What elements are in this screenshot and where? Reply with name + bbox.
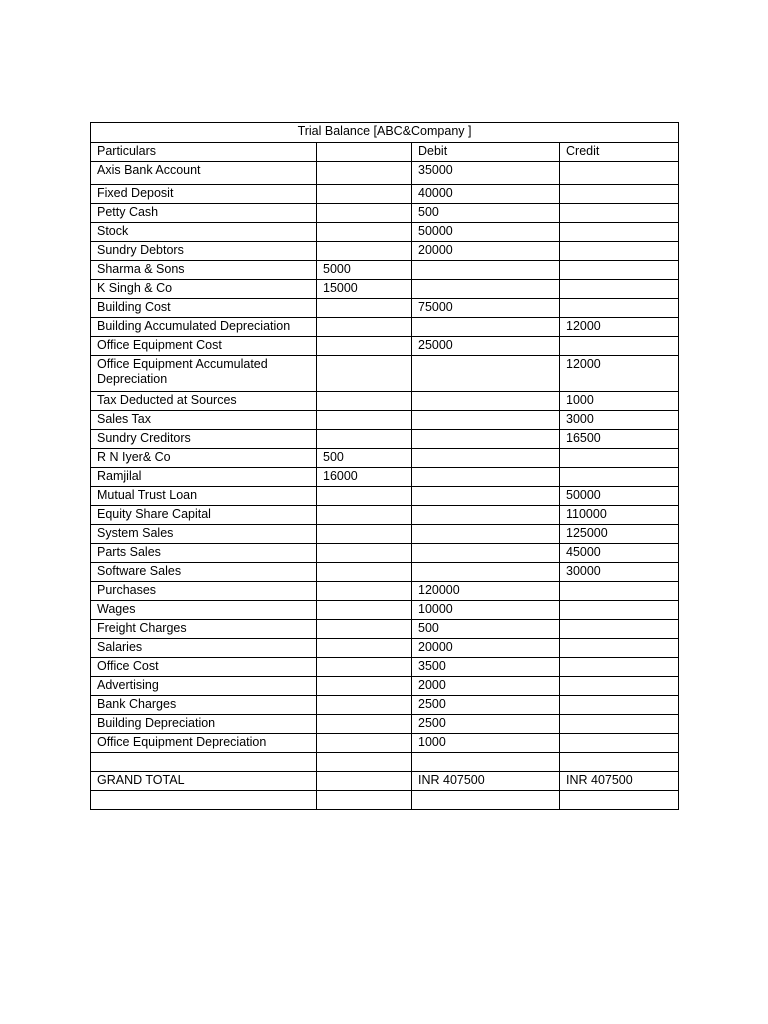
table-row: [91, 280, 679, 299]
sub-amount-cell: [317, 715, 412, 734]
header-particulars: Particulars: [91, 143, 317, 162]
table-row: [91, 337, 679, 356]
credit-cell: [560, 734, 679, 753]
sub-amount-cell: [317, 620, 412, 639]
table-row: [91, 696, 679, 715]
debit-cell: [412, 487, 560, 506]
credit-cell: 12000: [560, 318, 679, 337]
debit-cell: 500: [412, 620, 560, 639]
sub-amount-cell: [317, 337, 412, 356]
sub-amount-cell: [317, 223, 412, 242]
particulars-cell: Wages: [91, 601, 317, 620]
sub-amount-cell: [317, 430, 412, 449]
table-row: [91, 658, 679, 677]
credit-cell: 12000: [560, 356, 679, 392]
debit-cell: [412, 753, 560, 772]
sub-amount-cell: [317, 204, 412, 223]
sub-amount-cell: [317, 563, 412, 582]
debit-cell: 2500: [412, 715, 560, 734]
credit-cell: [560, 468, 679, 487]
table-row: [91, 582, 679, 601]
sub-amount-cell: [317, 356, 412, 392]
credit-cell: [560, 162, 679, 185]
debit-cell: [412, 506, 560, 525]
credit-cell: [560, 620, 679, 639]
debit-cell: [412, 449, 560, 468]
credit-cell: [560, 715, 679, 734]
table-row: [91, 753, 679, 772]
particulars-cell: Building Cost: [91, 299, 317, 318]
particulars-cell: Bank Charges: [91, 696, 317, 715]
debit-cell: 3500: [412, 658, 560, 677]
particulars-cell: Sales Tax: [91, 411, 317, 430]
table-row: [91, 392, 679, 411]
debit-cell: INR 407500: [412, 772, 560, 791]
credit-cell: [560, 658, 679, 677]
particulars-cell: Software Sales: [91, 563, 317, 582]
debit-cell: 1000: [412, 734, 560, 753]
table-row: [91, 715, 679, 734]
sub-amount-cell: [317, 299, 412, 318]
debit-cell: 500: [412, 204, 560, 223]
credit-cell: [560, 242, 679, 261]
particulars-cell: K Singh & Co: [91, 280, 317, 299]
credit-cell: 30000: [560, 563, 679, 582]
debit-cell: [412, 791, 560, 810]
credit-cell: [560, 299, 679, 318]
table-row: [91, 162, 679, 185]
particulars-cell: Stock: [91, 223, 317, 242]
particulars-cell: Mutual Trust Loan: [91, 487, 317, 506]
sub-amount-cell: 16000: [317, 468, 412, 487]
credit-cell: [560, 696, 679, 715]
credit-cell: 125000: [560, 525, 679, 544]
sub-amount-cell: [317, 487, 412, 506]
sub-amount-cell: [317, 696, 412, 715]
credit-cell: [560, 204, 679, 223]
particulars-cell: Sharma & Sons: [91, 261, 317, 280]
sub-amount-cell: [317, 677, 412, 696]
table-title: Trial Balance [ABC&Company ]: [91, 123, 679, 143]
particulars-cell: R N Iyer& Co: [91, 449, 317, 468]
credit-cell: [560, 601, 679, 620]
debit-cell: [412, 411, 560, 430]
sub-amount-cell: [317, 185, 412, 204]
credit-cell: [560, 753, 679, 772]
table-row: [91, 791, 679, 810]
debit-cell: 2000: [412, 677, 560, 696]
credit-cell: [560, 639, 679, 658]
debit-cell: [412, 544, 560, 563]
table-row: [91, 242, 679, 261]
table-row: [91, 506, 679, 525]
particulars-cell: Building Depreciation: [91, 715, 317, 734]
table-row: [91, 772, 679, 791]
sub-amount-cell: [317, 392, 412, 411]
sub-amount-cell: [317, 658, 412, 677]
particulars-cell: System Sales: [91, 525, 317, 544]
table-row: [91, 734, 679, 753]
table-header-row: [91, 143, 679, 162]
sub-amount-cell: 5000: [317, 261, 412, 280]
particulars-cell: Sundry Creditors: [91, 430, 317, 449]
sub-amount-cell: [317, 525, 412, 544]
table-row: [91, 563, 679, 582]
particulars-cell: Freight Charges: [91, 620, 317, 639]
table-row: [91, 677, 679, 696]
debit-cell: [412, 356, 560, 392]
header-credit: Credit: [560, 143, 679, 162]
debit-cell: [412, 392, 560, 411]
debit-cell: 20000: [412, 242, 560, 261]
debit-cell: [412, 468, 560, 487]
table-title-row: [91, 123, 679, 143]
particulars-cell: Equity Share Capital: [91, 506, 317, 525]
debit-cell: 50000: [412, 223, 560, 242]
header-sub-amount: [317, 143, 412, 162]
debit-cell: [412, 318, 560, 337]
credit-cell: 1000: [560, 392, 679, 411]
table-row: [91, 430, 679, 449]
table-row: [91, 204, 679, 223]
sub-amount-cell: [317, 753, 412, 772]
debit-cell: [412, 430, 560, 449]
sub-amount-cell: 500: [317, 449, 412, 468]
credit-cell: [560, 677, 679, 696]
credit-cell: 3000: [560, 411, 679, 430]
credit-cell: [560, 223, 679, 242]
debit-cell: 40000: [412, 185, 560, 204]
particulars-cell: [91, 753, 317, 772]
credit-cell: [560, 449, 679, 468]
particulars-cell: Office Equipment Cost: [91, 337, 317, 356]
sub-amount-cell: [317, 639, 412, 658]
table-row: [91, 185, 679, 204]
debit-cell: 75000: [412, 299, 560, 318]
sub-amount-cell: [317, 411, 412, 430]
particulars-cell: Office Equipment Accumulated Depreciation: [91, 356, 317, 392]
credit-cell: [560, 185, 679, 204]
sub-amount-cell: [317, 601, 412, 620]
sub-amount-cell: [317, 734, 412, 753]
table-row: [91, 620, 679, 639]
credit-cell: 16500: [560, 430, 679, 449]
table-row: [91, 356, 679, 392]
sub-amount-cell: [317, 791, 412, 810]
credit-cell: [560, 261, 679, 280]
sub-amount-cell: [317, 544, 412, 563]
particulars-cell: Advertising: [91, 677, 317, 696]
credit-cell: [560, 791, 679, 810]
debit-cell: [412, 280, 560, 299]
credit-cell: 45000: [560, 544, 679, 563]
table-row: [91, 601, 679, 620]
sub-amount-cell: [317, 772, 412, 791]
sub-amount-cell: [317, 582, 412, 601]
sub-amount-cell: [317, 162, 412, 185]
debit-cell: [412, 261, 560, 280]
table-row: [91, 318, 679, 337]
particulars-cell: GRAND TOTAL: [91, 772, 317, 791]
particulars-cell: Fixed Deposit: [91, 185, 317, 204]
table-row: [91, 411, 679, 430]
table-row: [91, 525, 679, 544]
credit-cell: 110000: [560, 506, 679, 525]
debit-cell: [412, 563, 560, 582]
table-row: [91, 639, 679, 658]
debit-cell: 10000: [412, 601, 560, 620]
debit-cell: 25000: [412, 337, 560, 356]
particulars-cell: Axis Bank Account: [91, 162, 317, 185]
table-row: [91, 261, 679, 280]
particulars-cell: Office Cost: [91, 658, 317, 677]
debit-cell: [412, 525, 560, 544]
table-row: [91, 299, 679, 318]
sub-amount-cell: 15000: [317, 280, 412, 299]
particulars-cell: Ramjilal: [91, 468, 317, 487]
particulars-cell: Purchases: [91, 582, 317, 601]
table-row: [91, 468, 679, 487]
particulars-cell: Parts Sales: [91, 544, 317, 563]
sub-amount-cell: [317, 242, 412, 261]
credit-cell: INR 407500: [560, 772, 679, 791]
sub-amount-cell: [317, 318, 412, 337]
credit-cell: [560, 337, 679, 356]
table-row: [91, 223, 679, 242]
table-row: [91, 544, 679, 563]
particulars-cell: [91, 791, 317, 810]
table-row: [91, 487, 679, 506]
credit-cell: [560, 280, 679, 299]
table-row: [91, 449, 679, 468]
particulars-cell: Salaries: [91, 639, 317, 658]
particulars-cell: Building Accumulated Depreciation: [91, 318, 317, 337]
particulars-cell: Tax Deducted at Sources: [91, 392, 317, 411]
credit-cell: [560, 582, 679, 601]
particulars-cell: Office Equipment Depreciation: [91, 734, 317, 753]
debit-cell: 20000: [412, 639, 560, 658]
sub-amount-cell: [317, 506, 412, 525]
credit-cell: 50000: [560, 487, 679, 506]
debit-cell: 120000: [412, 582, 560, 601]
particulars-cell: Petty Cash: [91, 204, 317, 223]
header-debit: Debit: [412, 143, 560, 162]
debit-cell: 2500: [412, 696, 560, 715]
trial-balance-table: [90, 122, 679, 810]
debit-cell: 35000: [412, 162, 560, 185]
particulars-cell: Sundry Debtors: [91, 242, 317, 261]
